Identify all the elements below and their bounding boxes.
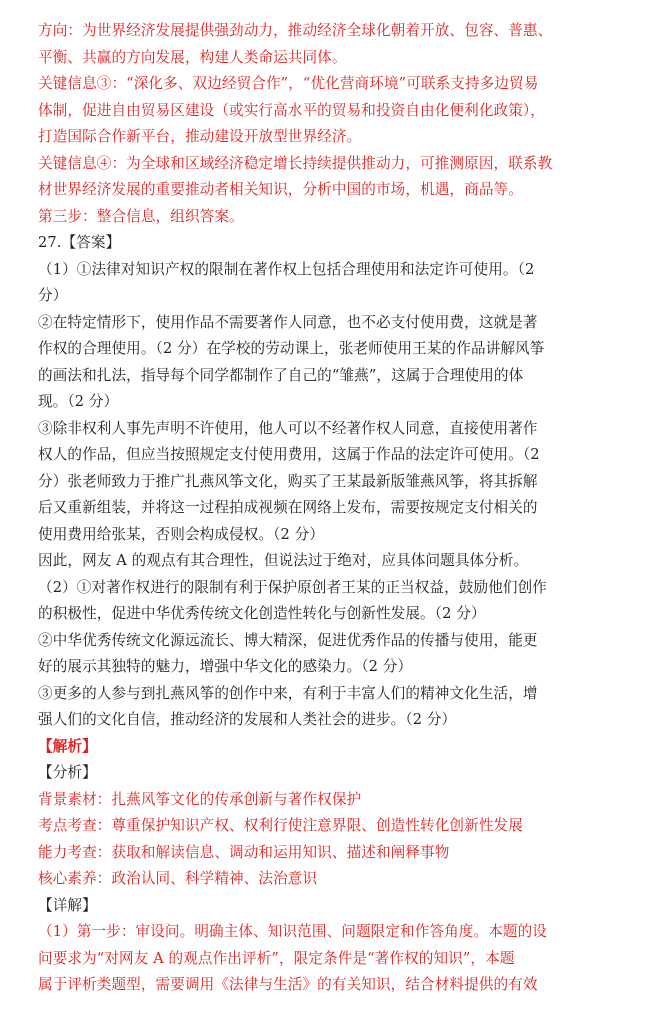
text-line: 的积极性，促进中华优秀传统文化创造性转化与创新性发展。（2 分）: [38, 605, 486, 622]
text-line: 27.【答案】: [38, 234, 121, 251]
text-line: 属于评析类题型，需要调用《法律与生活》的有关知识，结合材料提供的有效: [38, 976, 538, 993]
text-line: 【分析】: [38, 764, 97, 781]
text-line: 现。（2 分）: [38, 393, 119, 410]
text-line: 关键信息④：为全球和区域经济稳定增长持续提供推动力，可推测原因，联系教: [38, 154, 553, 172]
text-line: 背景素材：扎燕风筝文化的传承创新与著作权保护: [38, 790, 362, 808]
text-line: ②在特定情形下，使用作品不需要著作人同意，也不必支付使用费，这就是著: [38, 313, 538, 331]
text-line: 强人们的文化自信，推动经济的发展和人类社会的进步。（2 分）: [38, 711, 457, 728]
text-line: 因此，网友 A 的观点有其合理性，但说法过于绝对，应具体问题具体分析。: [38, 552, 529, 569]
text-line: ③除非权利人事先声明不许使用，他人可以不经著作权人同意，直接使用著作: [38, 419, 538, 437]
text-line: 后又重新组装，并将这一过程拍成视频在网络上发布，需要按规定支付相关的: [38, 499, 538, 516]
text-line: 分）: [38, 287, 68, 304]
text-line: 体制，促进自由贸易区建设（或实行高水平的贸易和投资自由化便利化政策），: [38, 101, 545, 119]
text-line: 平衡、共赢的方向发展，构建人类命运共同体。: [38, 48, 347, 66]
text-line: 问要求为“对网友 A 的观点作出评析”，限定条件是“著作权的知识”，本题: [38, 949, 515, 967]
text-line: 关键信息③：“深化多、双边经贸合作”，“优化营商环境”可联系支持多边贸易: [38, 75, 539, 92]
text-line: 【详解】: [38, 896, 97, 914]
text-line: 使用费用给张某，否则会构成侵权。（2 分）: [38, 525, 325, 543]
text-line: 核心素养：政治认同、科学精神、法治意识: [38, 870, 318, 887]
text-line: ②中华优秀传统文化源远流长、博大精深，促进优秀作品的传播与使用，能更: [38, 631, 538, 649]
text-line: 好的展示其独特的魅力，增强中华文化的感染力。（2 分）: [38, 658, 413, 675]
text-line: 打造国际合作新平台，推动建设开放型世界经济。: [38, 128, 362, 145]
text-line: 方向：为世界经济发展提供强劲动力，推动经济全球化朝着开放、包容、普惠、: [38, 22, 553, 39]
text-line: 材世界经济发展的重要推动者相关知识，分析中国的市场，机遇，商品等。: [38, 181, 523, 198]
text-line: 作权的合理使用。（2 分）在学校的劳动课上，张老师使用王某的作品讲解风筝: [38, 340, 545, 357]
text-line: 能力考查：获取和解读信息、调动和运用知识、描述和阐释事物: [38, 843, 450, 861]
text-line: （2）①对著作权进行的限制有利于保护原创者王某的正当权益，鼓励他们创作: [38, 578, 547, 596]
text-line: （1）第一步：审设问。明确主体、知识范围、问题限定和作答角度。本题的设: [38, 923, 547, 940]
text-line: 分）张老师致力于推广扎燕风筝文化，购买了王某最新版雏燕风筝，将其拆解: [38, 472, 538, 490]
text-line: 第三步：整合信息，组织答案。: [38, 207, 244, 225]
text-line: 的画法和扎法，指导每个同学都制作了自己的“雏燕”，这属于合理使用的体: [38, 366, 524, 384]
text-line: （1）①法律对知识产权的限制在著作权上包括合理使用和法定许可使用。（2: [38, 260, 535, 278]
text-line: 【解析】: [38, 737, 97, 755]
text-line: 考点考查：尊重保护知识产权、权利行使注意界限、创造性转化创新性发展: [38, 817, 523, 834]
text-line: 权人的作品，但应当按照规定支付使用费用，这属于作品的法定许可使用。（2: [38, 446, 540, 463]
text-line: ③更多的人参与到扎燕风筝的创作中来，有利于丰富人们的精神文化生活，增: [38, 684, 538, 702]
